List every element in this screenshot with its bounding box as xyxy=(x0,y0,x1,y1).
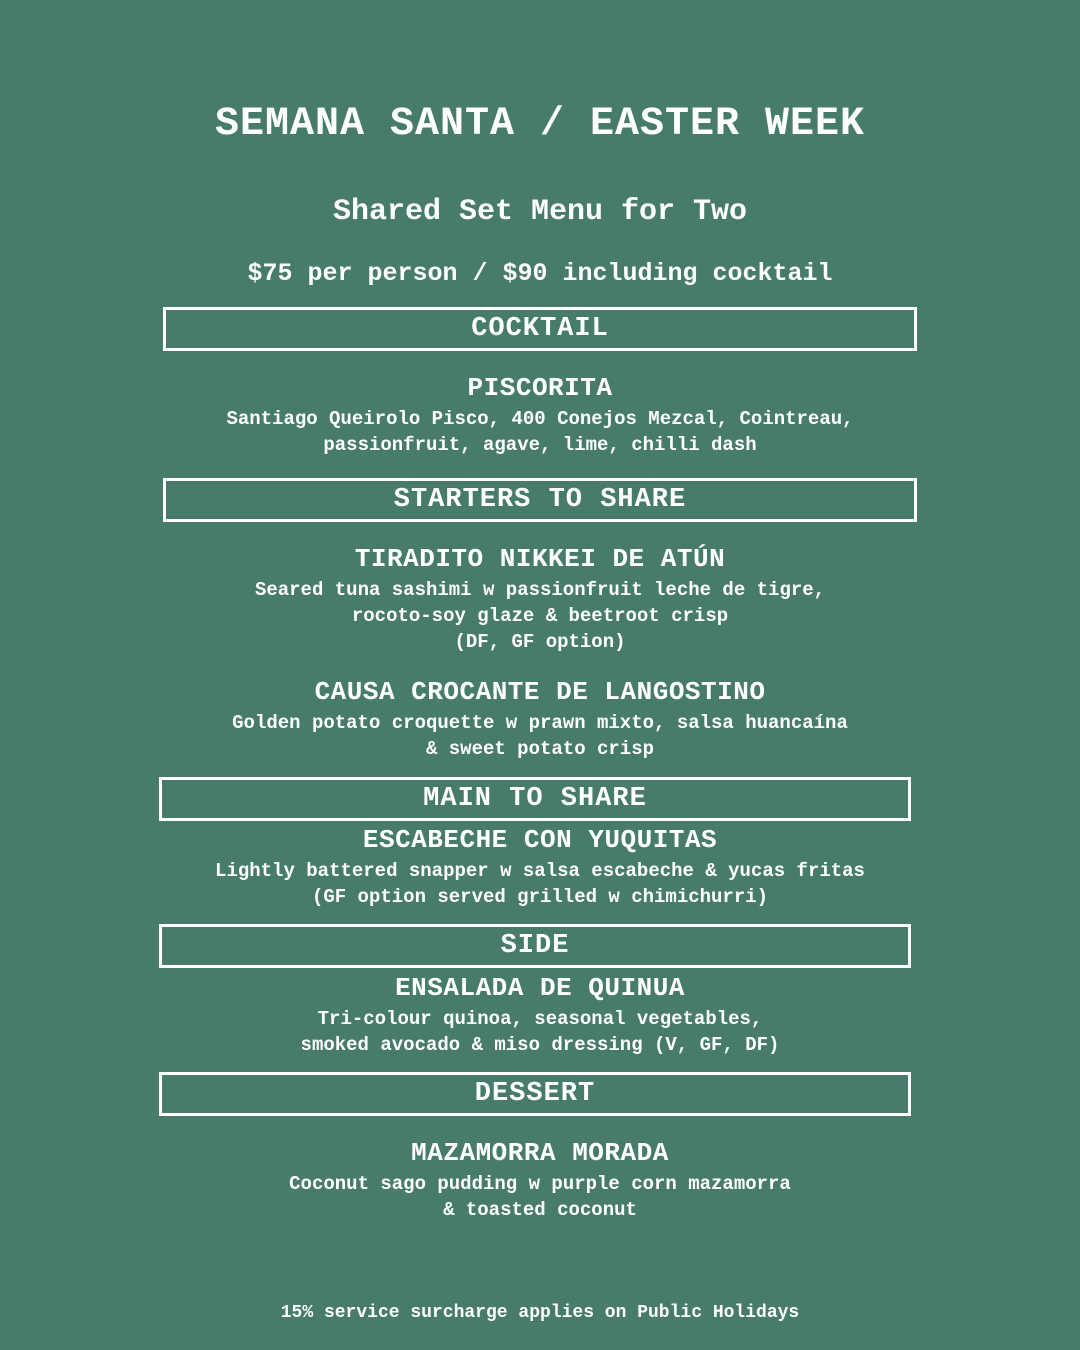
section-heading-dessert: DESSERT xyxy=(159,1072,911,1116)
dish-desc-line: Lightly battered snapper w salsa escabeche & yucas fritas xyxy=(215,860,865,882)
dish-name-causa: CAUSA CROCANTE DE LANGOSTINO xyxy=(314,677,766,707)
dish-desc-line: (GF option served grilled w chimichurri) xyxy=(311,886,769,908)
menu-price: $75 per person / $90 including cocktail xyxy=(247,259,833,288)
section-heading-side: SIDE xyxy=(159,924,911,968)
footer-note: 15% service surcharge applies on Public Holidays xyxy=(280,1303,800,1323)
menu-subtitle: Shared Set Menu for Two xyxy=(332,195,748,229)
dish-desc-line: Seared tuna sashimi w passionfruit leche de tigre, xyxy=(254,579,826,601)
dish-desc-line: smoked avocado & miso dressing (V, GF, DF) xyxy=(300,1034,780,1056)
section-heading-starters: STARTERS TO SHARE xyxy=(163,478,917,522)
menu-title: SEMANA SANTA / EASTER WEEK xyxy=(214,102,866,147)
dish-name-piscorita: PISCORITA xyxy=(467,373,613,403)
dish-name-mazamorra: MAZAMORRA MORADA xyxy=(411,1138,669,1168)
dish-desc-line: (DF, GF option) xyxy=(454,631,626,653)
dish-name-ensalada: ENSALADA DE QUINUA xyxy=(395,973,685,1003)
dish-desc-line: rocoto-soy glaze & beetroot crisp xyxy=(351,605,729,627)
section-heading-main: MAIN TO SHARE xyxy=(159,777,911,821)
dish-desc-line: Santiago Queirolo Pisco, 400 Conejos Mezcal, Cointreau, xyxy=(226,408,854,430)
dish-name-tiradito: TIRADITO NIKKEI DE ATÚN xyxy=(354,544,726,574)
section-heading-cocktail: COCKTAIL xyxy=(163,307,917,351)
dish-desc-line: & toasted coconut xyxy=(443,1199,637,1221)
dish-desc-line: Tri-colour quinoa, seasonal vegetables, xyxy=(317,1008,763,1030)
dish-desc-line: passionfruit, agave, lime, chilli dash xyxy=(323,434,757,456)
dish-desc-line: Coconut sago pudding w purple corn mazamorra xyxy=(289,1173,791,1195)
dish-desc-line: & sweet potato crisp xyxy=(425,738,655,760)
dish-name-escabeche: ESCABECHE CON YUQUITAS xyxy=(362,825,718,855)
dish-desc-line: Golden potato croquette w prawn mixto, salsa huancaína xyxy=(232,712,848,734)
